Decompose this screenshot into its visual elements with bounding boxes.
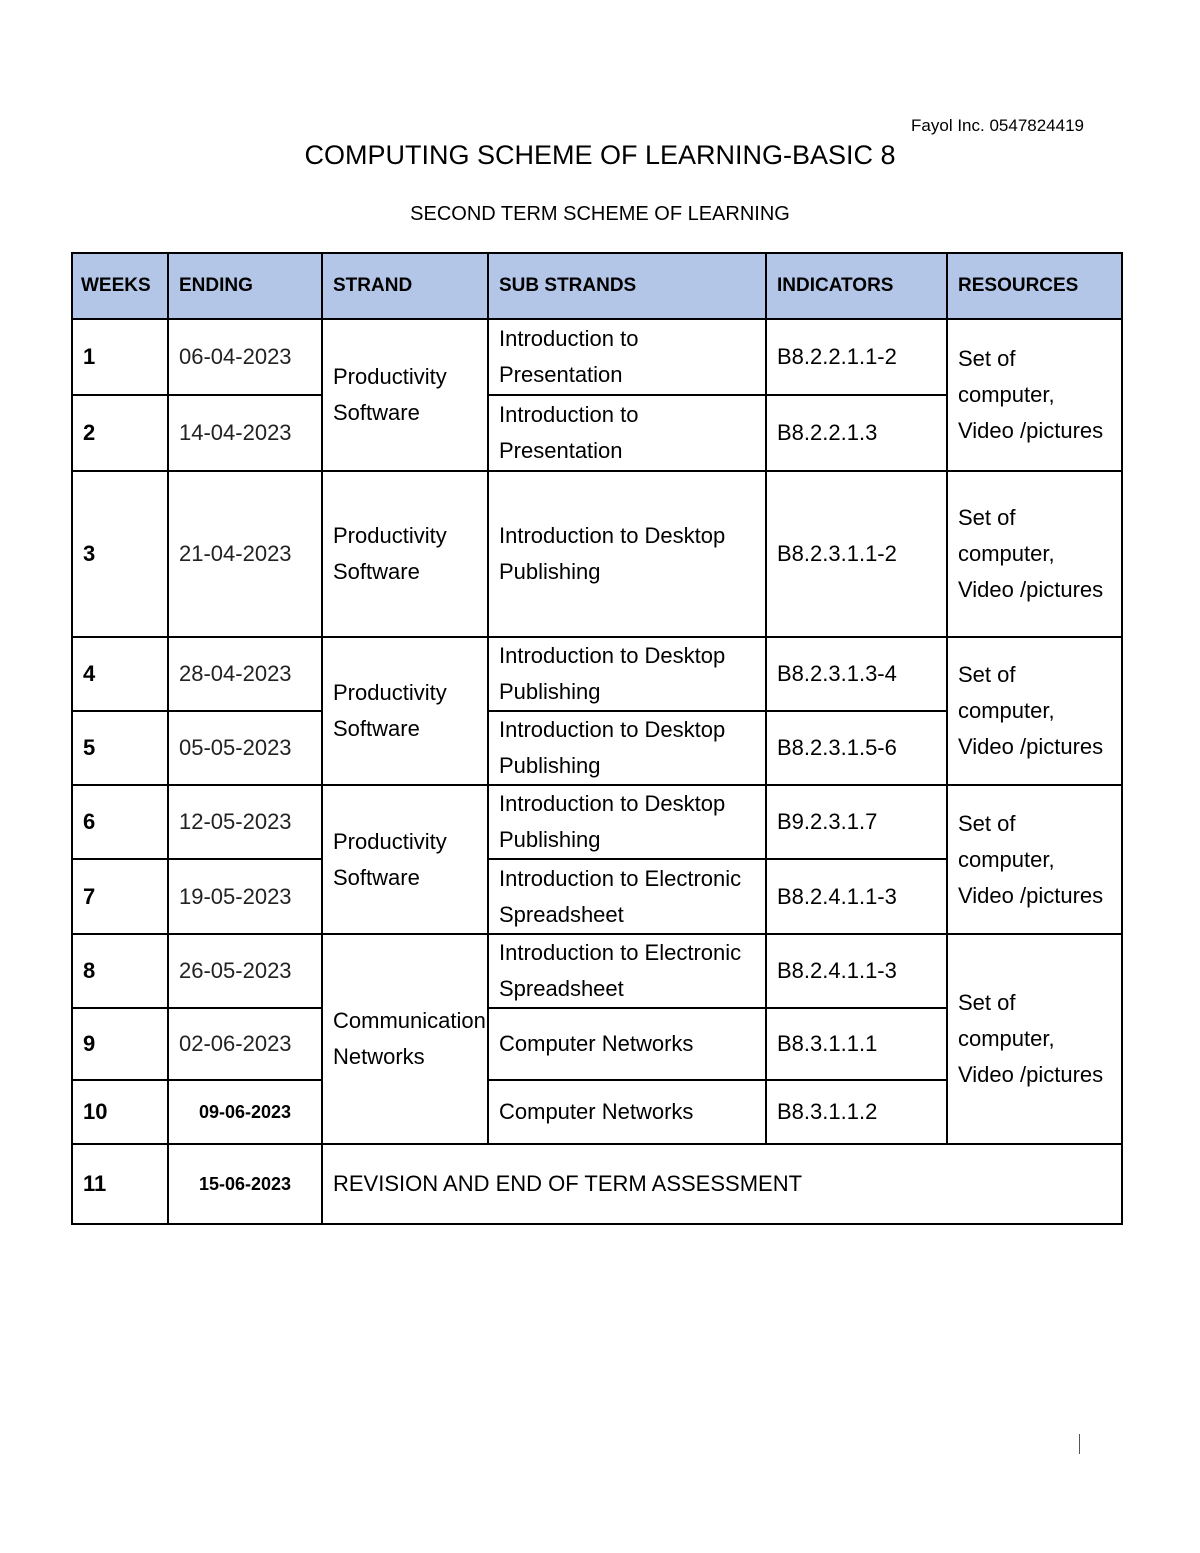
week-cell: 4 bbox=[72, 637, 168, 711]
ending-cell: 14-04-2023 bbox=[168, 395, 322, 471]
header-note: Fayol Inc. 0547824419 bbox=[911, 116, 1084, 135]
ending-cell: 12-05-2023 bbox=[168, 785, 322, 859]
sub-strand-cell: Introduction to Electronic Spreadsheet bbox=[488, 934, 766, 1008]
ending-cell: 15-06-2023 bbox=[168, 1144, 322, 1224]
table-header-row bbox=[72, 253, 1122, 319]
resources-cell: Set of computer, Video /pictures bbox=[947, 319, 1122, 471]
sub-strand-cell: Introduction to Desktop Publishing bbox=[488, 785, 766, 859]
strand-cell: Productivity Software bbox=[322, 319, 488, 471]
sub-strand-cell: Introduction to Presentation bbox=[488, 395, 766, 471]
strand-cell: Productivity Software bbox=[322, 637, 488, 785]
table-row bbox=[72, 319, 1122, 395]
sub-strand-cell: Introduction to Desktop Publishing bbox=[488, 471, 766, 637]
ending-cell: 06-04-2023 bbox=[168, 319, 322, 395]
indicator-cell: B8.2.4.1.1-3 bbox=[766, 934, 947, 1008]
indicator-cell: B9.2.3.1.7 bbox=[766, 785, 947, 859]
ending-cell: 19-05-2023 bbox=[168, 859, 322, 934]
indicator-cell: B8.3.1.1.1 bbox=[766, 1008, 947, 1080]
indicator-cell: B8.2.3.1.5-6 bbox=[766, 711, 947, 785]
sub-strand-cell: Computer Networks bbox=[488, 1008, 766, 1080]
sub-strand-cell: Introduction to Desktop Publishing bbox=[488, 637, 766, 711]
resources-cell: Set of computer, Video /pictures bbox=[947, 785, 1122, 934]
ending-cell: 05-05-2023 bbox=[168, 711, 322, 785]
resources-cell: Set of computer, Video /pictures bbox=[947, 471, 1122, 637]
week-cell: 1 bbox=[72, 319, 168, 395]
week-cell: 9 bbox=[72, 1008, 168, 1080]
indicator-cell: B8.2.3.1.3-4 bbox=[766, 637, 947, 711]
table-row bbox=[72, 785, 1122, 859]
week-cell: 2 bbox=[72, 395, 168, 471]
scheme-table bbox=[71, 252, 1123, 1225]
indicator-cell: B8.3.1.1.2 bbox=[766, 1080, 947, 1144]
page-subtitle: SECOND TERM SCHEME OF LEARNING bbox=[410, 203, 790, 225]
page-title: COMPUTING SCHEME OF LEARNING-BASIC 8 bbox=[304, 140, 896, 170]
week-cell: 8 bbox=[72, 934, 168, 1008]
sub-strand-cell: Computer Networks bbox=[488, 1080, 766, 1144]
ending-cell: 26-05-2023 bbox=[168, 934, 322, 1008]
table-row bbox=[72, 471, 1122, 637]
strand-cell: Productivity Software bbox=[322, 785, 488, 934]
header-strand: STRAND bbox=[322, 253, 488, 319]
sub-strand-cell: Introduction to Electronic Spreadsheet bbox=[488, 859, 766, 934]
page-number-mark bbox=[1079, 1434, 1080, 1454]
week-cell: 10 bbox=[72, 1080, 168, 1144]
header-weeks: WEEKS bbox=[72, 253, 168, 319]
ending-cell: 09-06-2023 bbox=[168, 1080, 322, 1144]
table-row bbox=[72, 1144, 1122, 1224]
sub-strand-cell: Introduction to Desktop Publishing bbox=[488, 711, 766, 785]
week-cell: 6 bbox=[72, 785, 168, 859]
ending-cell: 28-04-2023 bbox=[168, 637, 322, 711]
week-cell: 5 bbox=[72, 711, 168, 785]
header-indicators: INDICATORS bbox=[766, 253, 947, 319]
strand-cell: Productivity Software bbox=[322, 471, 488, 637]
resources-cell: Set of computer, Video /pictures bbox=[947, 637, 1122, 785]
ending-cell: 02-06-2023 bbox=[168, 1008, 322, 1080]
strand-cell: Communication Networks bbox=[322, 934, 488, 1144]
indicator-cell: B8.2.2.1.1-2 bbox=[766, 319, 947, 395]
indicator-cell: B8.2.4.1.1-3 bbox=[766, 859, 947, 934]
revision-cell: REVISION AND END OF TERM ASSESSMENT bbox=[322, 1144, 1122, 1224]
indicator-cell: B8.2.3.1.1-2 bbox=[766, 471, 947, 637]
sub-strand-cell: Introduction to Presentation bbox=[488, 319, 766, 395]
table-row bbox=[72, 934, 1122, 1008]
header-ending: ENDING bbox=[168, 253, 322, 319]
header-sub-strands: SUB STRANDS bbox=[488, 253, 766, 319]
table-row bbox=[72, 637, 1122, 711]
indicator-cell: B8.2.2.1.3 bbox=[766, 395, 947, 471]
header-resources: RESOURCES bbox=[947, 253, 1122, 319]
week-cell: 7 bbox=[72, 859, 168, 934]
week-cell: 11 bbox=[72, 1144, 168, 1224]
week-cell: 3 bbox=[72, 471, 168, 637]
resources-cell: Set of computer, Video /pictures bbox=[947, 934, 1122, 1144]
ending-cell: 21-04-2023 bbox=[168, 471, 322, 637]
